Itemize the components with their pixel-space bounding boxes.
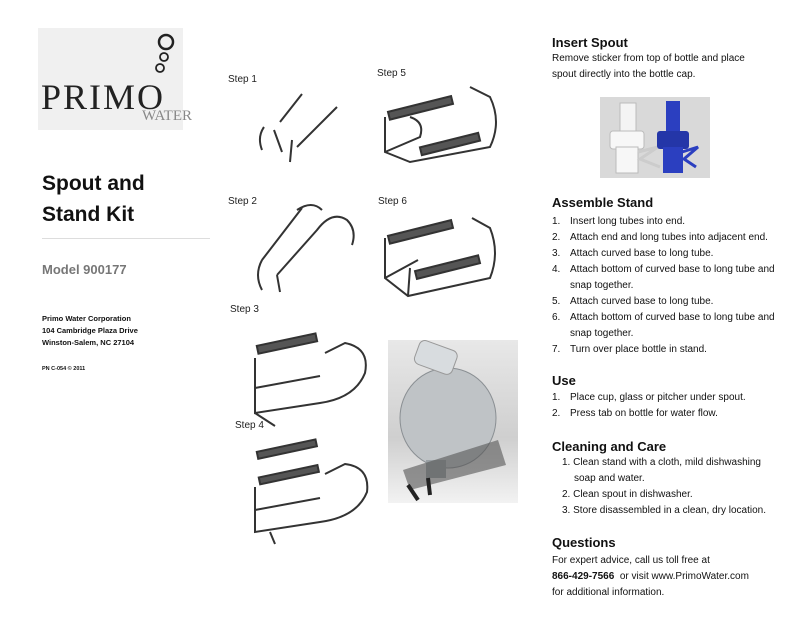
step-3-diagram [245,318,375,428]
list-item: 7. Turn over place bottle in stand. [552,344,707,355]
list-item: 1. Clean stand with a cloth, mild dishwashing soap and water. [562,457,761,484]
cleaning-list [552,455,774,519]
bottle-in-stand-photo [388,340,518,503]
list-item: 1. Insert long tubes into end. [552,216,686,227]
step-1-diagram [252,92,352,167]
address [42,313,138,349]
step-1-label: Step 1 [228,74,257,85]
use-list [552,390,797,422]
model-number: Model 900177 [42,262,127,277]
step-6-label: Step 6 [378,196,407,207]
questions-line: For expert advice, call us toll free at [552,555,710,566]
page-title [42,168,145,230]
bubbles-icon [150,32,180,78]
logo-brand: PRIMO [41,77,166,117]
bottle-illustration [388,340,518,503]
cleaning-heading: Cleaning and Care [552,439,667,454]
step-4-diagram [245,432,375,547]
list-item: 5. Attach curved base to long tube. [552,296,714,307]
assemble-stand-heading: Assemble Stand [552,195,654,210]
assemble-steps-list [552,214,797,358]
list-item: 3. Attach curved base to long tube. [552,248,714,259]
step-6-diagram [380,208,505,303]
logo-sub: WATER [142,108,192,124]
list-item: 1. Place cup, glass or pitcher under spout. [552,392,746,403]
list-item: 2. Clean spout in dishwasher. [562,489,693,500]
title-line-1: Spout and [42,172,145,195]
list-item: 6. Attach bottom of curved base to long tube and snap together. [552,312,775,339]
title-line-2: Stand Kit [42,203,135,226]
step-3-label: Step 3 [230,304,259,315]
step-5-label: Step 5 [377,68,406,79]
list-item: 2. Press tab on bottle for water flow. [552,408,718,419]
list-item: 4. Attach bottom of curved base to long tube and snap together. [552,264,775,291]
website-text: or visit www.PrimoWater.com [614,571,749,582]
step-4-label: Step 4 [235,420,264,431]
spout-illustration [600,97,710,178]
address-line: Primo Water Corporation [42,314,131,323]
list-item: 2. Attach end and long tubes into adjacent end. [552,232,768,243]
part-number: PN C-054 © 2011 [42,366,86,372]
step-5-diagram [380,82,505,172]
address-line: 104 Cambridge Plaza Drive [42,326,138,335]
insert-spout-heading: Insert Spout [552,35,628,50]
phone-number: 866-429-7566 [552,571,615,582]
divider [42,238,210,239]
list-item: 3. Store disassembled in a clean, dry location. [562,505,766,516]
questions-text [552,553,797,601]
questions-heading: Questions [552,535,616,550]
insert-spout-text: Remove sticker from top of bottle and place spout directly into the bottle cap. [552,53,745,80]
address-line: Winston-Salem, NC 27104 [42,338,135,347]
questions-line [552,569,797,585]
questions-line: for additional information. [552,587,665,598]
use-heading: Use [552,373,576,388]
primo-water-logo [38,28,192,130]
step-2-label: Step 2 [228,196,257,207]
step-2-diagram [252,200,362,295]
spout-photo [600,97,710,178]
